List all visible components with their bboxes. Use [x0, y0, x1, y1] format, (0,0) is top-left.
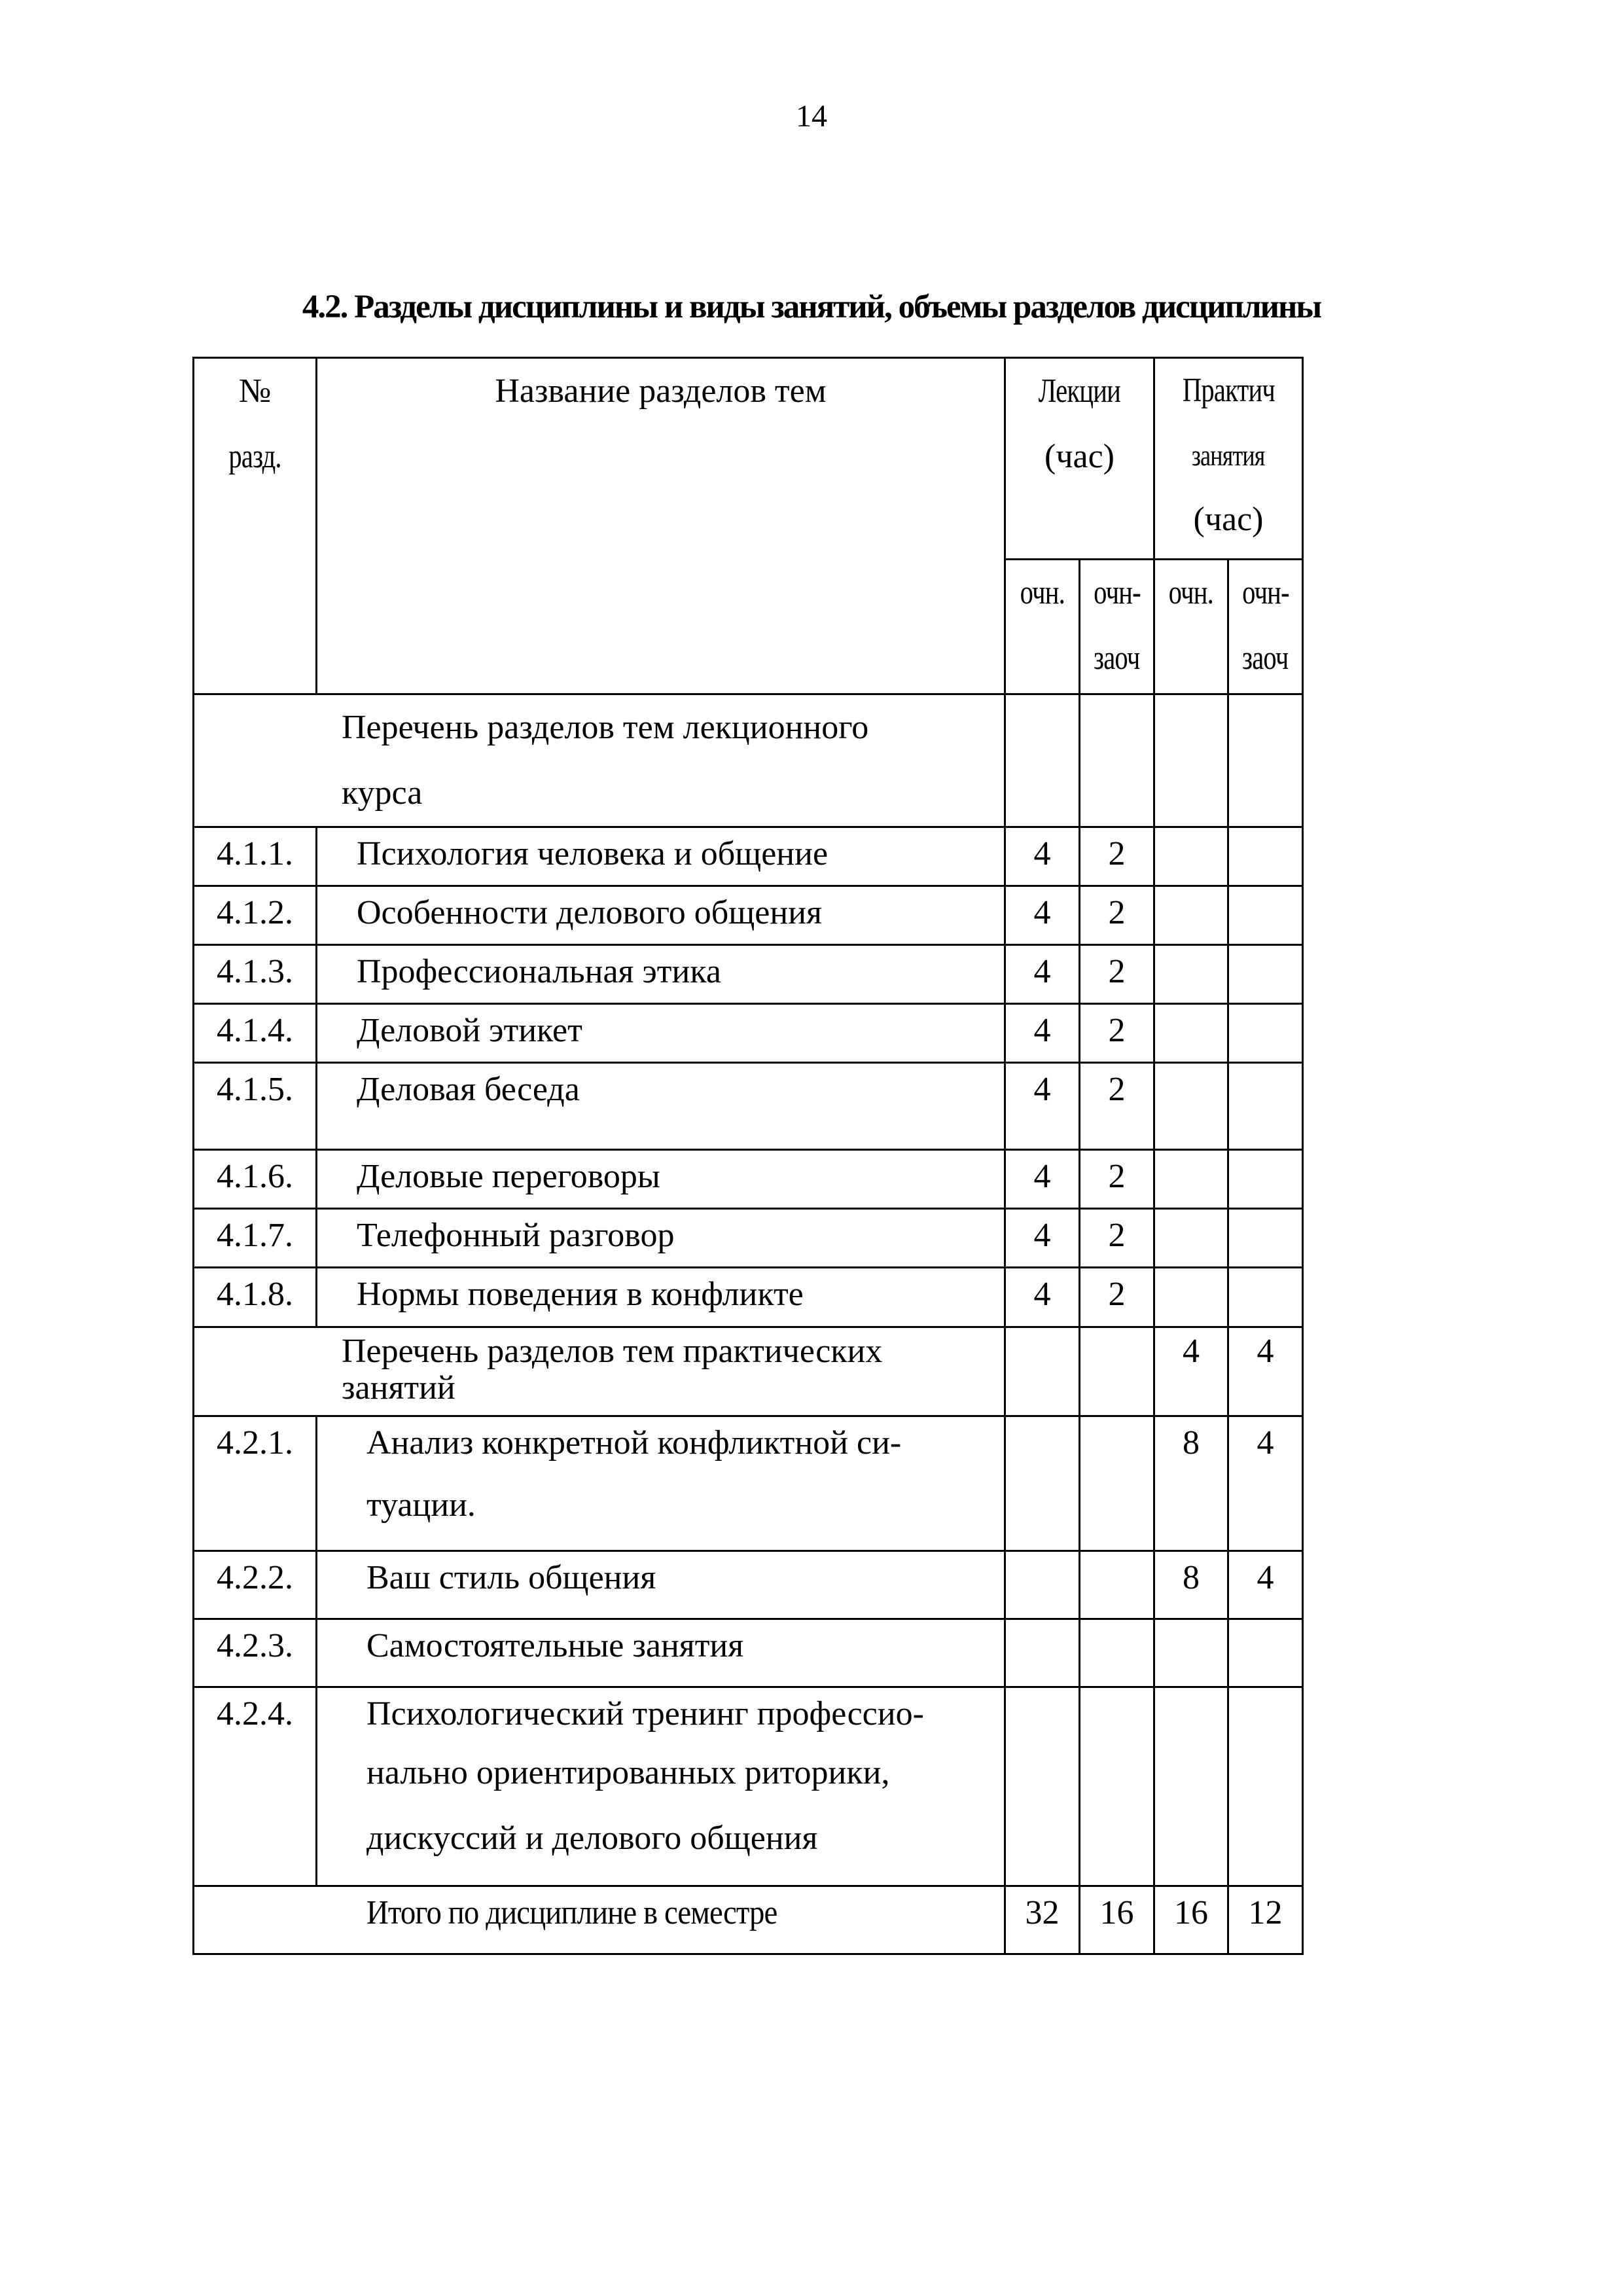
cell: [1080, 1416, 1154, 1551]
header-lec-part-line1: очн-: [1093, 574, 1141, 611]
header-practice-line2: занятия: [1192, 439, 1265, 472]
row-name-line2: туации.: [366, 1486, 476, 1524]
row-lec-full: 4: [1005, 886, 1080, 945]
cell: [1228, 694, 1303, 827]
practice-group-title-line1: Перечень разделов тем практических: [342, 1333, 883, 1370]
table-row: [194, 886, 1303, 945]
cell: [1005, 1619, 1080, 1687]
row-lec-full: 4: [1005, 827, 1080, 886]
row-name-line1: Анализ конкретной конфликтной си-: [366, 1424, 902, 1462]
header-row: [194, 358, 1303, 560]
table-row: [194, 1551, 1303, 1619]
row-name: Самостоятельные занятия: [317, 1619, 1005, 1687]
table-row: [194, 1150, 1303, 1209]
cell: [1080, 1687, 1154, 1886]
header-lec-part-line2: заоч: [1094, 639, 1140, 677]
cell: [1228, 1004, 1303, 1063]
row-num: 4.1.6.: [194, 1150, 317, 1209]
cell: [1005, 1327, 1080, 1416]
table-row: [194, 1416, 1303, 1551]
row-lec-full: 4: [1005, 1004, 1080, 1063]
header-practice: [1154, 358, 1303, 560]
row-name: Деловой этикет: [317, 1004, 1005, 1063]
row-prac-part: 4: [1228, 1416, 1303, 1551]
row-num: 4.1.7.: [194, 1209, 317, 1268]
cell: [1154, 1268, 1228, 1327]
table-row: [194, 1268, 1303, 1327]
row-num: 4.1.8.: [194, 1268, 317, 1327]
cell: [1080, 1551, 1154, 1619]
cell: [1228, 1619, 1303, 1687]
row-name: Профессиональная этика: [317, 945, 1005, 1004]
total-label-cell: [194, 1886, 1005, 1954]
row-name: Ваш стиль общения: [317, 1551, 1005, 1619]
cell: [1228, 886, 1303, 945]
total-row: [194, 1886, 1303, 1954]
cell: [1154, 1150, 1228, 1209]
row-num: 4.2.4.: [194, 1687, 317, 1886]
header-lec-full: очн.: [1005, 560, 1080, 694]
section-title: 4.2. Разделы дисциплины и виды занятий, объемы разделов дисциплины: [302, 289, 1321, 325]
page-number: 14: [796, 99, 827, 134]
lecture-group-row: [194, 694, 1303, 827]
table-row: [194, 945, 1303, 1004]
cell: [1154, 886, 1228, 945]
total-label: Итого по дисциплине в семестре: [366, 1894, 777, 1931]
row-name-line3: дискуссий и делового общения: [366, 1820, 818, 1857]
row-lec-full: 4: [1005, 945, 1080, 1004]
cell: [1154, 694, 1228, 827]
row-num: 4.1.1.: [194, 827, 317, 886]
cell: [1005, 1416, 1080, 1551]
row-lec-part: 2: [1080, 1268, 1154, 1327]
cell: [1154, 945, 1228, 1004]
row-name: Телефонный разговор: [317, 1209, 1005, 1268]
row-lec-full: 4: [1005, 1268, 1080, 1327]
cell: [1228, 1063, 1303, 1150]
row-name: [317, 1687, 1005, 1886]
cell: [1005, 694, 1080, 827]
table-row: [194, 1687, 1303, 1886]
header-lec-part: [1080, 560, 1154, 694]
row-lec-part: 2: [1080, 1004, 1154, 1063]
row-name: Деловая беседа: [317, 1063, 1005, 1150]
cell: [1228, 1687, 1303, 1886]
header-num: [194, 358, 317, 694]
total-prac-part: 12: [1228, 1886, 1303, 1954]
cell: [1080, 694, 1154, 827]
row-name: Нормы поведения в конфликте: [317, 1268, 1005, 1327]
cell: [1154, 1004, 1228, 1063]
row-num: 4.2.3.: [194, 1619, 317, 1687]
row-num: 4.1.3.: [194, 945, 317, 1004]
lecture-group-title-line2: курса: [342, 774, 423, 812]
cell: [1154, 1687, 1228, 1886]
cell: [1228, 1268, 1303, 1327]
row-prac-full: 8: [1154, 1416, 1228, 1551]
cell: [1080, 1619, 1154, 1687]
row-num: 4.2.1.: [194, 1416, 317, 1551]
row-lec-part: 2: [1080, 1063, 1154, 1150]
row-prac-part: 4: [1228, 1551, 1303, 1619]
row-lec-part: 2: [1080, 827, 1154, 886]
cell: [1154, 1063, 1228, 1150]
cell: [1228, 1209, 1303, 1268]
header-prac-part-line1: очн-: [1241, 574, 1289, 611]
header-lectures-line2: (час): [1044, 438, 1115, 475]
table-row: [194, 1063, 1303, 1150]
row-num: 4.2.2.: [194, 1551, 317, 1619]
header-practice-line3: (час): [1193, 501, 1264, 538]
header-practice-line1: Практич: [1182, 372, 1275, 409]
row-lec-part: 2: [1080, 886, 1154, 945]
row-num: 4.1.2.: [194, 886, 317, 945]
row-lec-full: 4: [1005, 1150, 1080, 1209]
practice-group-prac-full: 4: [1154, 1327, 1228, 1416]
row-lec-full: 4: [1005, 1209, 1080, 1268]
header-lectures-line1: Лекции: [1038, 372, 1121, 410]
row-num: 4.1.4.: [194, 1004, 317, 1063]
table-row: [194, 1004, 1303, 1063]
header-name: Название разделов тем: [317, 358, 1005, 694]
practice-group-prac-part: 4: [1228, 1327, 1303, 1416]
row-name-line1: Психологический тренинг профессио-: [366, 1695, 924, 1732]
cell: [1005, 1687, 1080, 1886]
disciplines-table: [192, 357, 1304, 1955]
total-prac-full: 16: [1154, 1886, 1228, 1954]
practice-group-row: [194, 1327, 1303, 1416]
cell: [1005, 1551, 1080, 1619]
row-lec-part: 2: [1080, 945, 1154, 1004]
row-num: 4.1.5.: [194, 1063, 317, 1150]
cell: [1154, 1209, 1228, 1268]
cell: [1228, 827, 1303, 886]
row-lec-part: 2: [1080, 1150, 1154, 1209]
total-lec-full: 32: [1005, 1886, 1080, 1954]
cell: [1154, 827, 1228, 886]
cell: [1080, 1327, 1154, 1416]
row-name: [317, 1416, 1005, 1551]
header-prac-part: [1228, 560, 1303, 694]
header-num-line2: разд.: [228, 438, 281, 475]
table-row: [194, 827, 1303, 886]
row-name: Деловые переговоры: [317, 1150, 1005, 1209]
lecture-group-title-line1: Перечень разделов тем лекционного: [342, 709, 869, 746]
total-lec-part: 16: [1080, 1886, 1154, 1954]
row-prac-full: 8: [1154, 1551, 1228, 1619]
practice-group-title-line2: занятий: [342, 1369, 455, 1407]
header-lectures: [1005, 358, 1154, 560]
table-row: [194, 1619, 1303, 1687]
row-lec-part: 2: [1080, 1209, 1154, 1268]
header-num-line1: №: [238, 372, 272, 410]
practice-group-title: [194, 1327, 1005, 1416]
table-row: [194, 1209, 1303, 1268]
row-name-line2: нально ориентированных риторики,: [366, 1754, 890, 1791]
header-prac-part-line2: заоч: [1242, 639, 1289, 677]
cell: [1154, 1619, 1228, 1687]
lecture-group-title: [194, 694, 1005, 827]
row-lec-full: 4: [1005, 1063, 1080, 1150]
row-name: Психология человека и общение: [317, 827, 1005, 886]
cell: [1228, 945, 1303, 1004]
row-name: Особенности делового общения: [317, 886, 1005, 945]
header-prac-full: очн.: [1154, 560, 1228, 694]
cell: [1228, 1150, 1303, 1209]
